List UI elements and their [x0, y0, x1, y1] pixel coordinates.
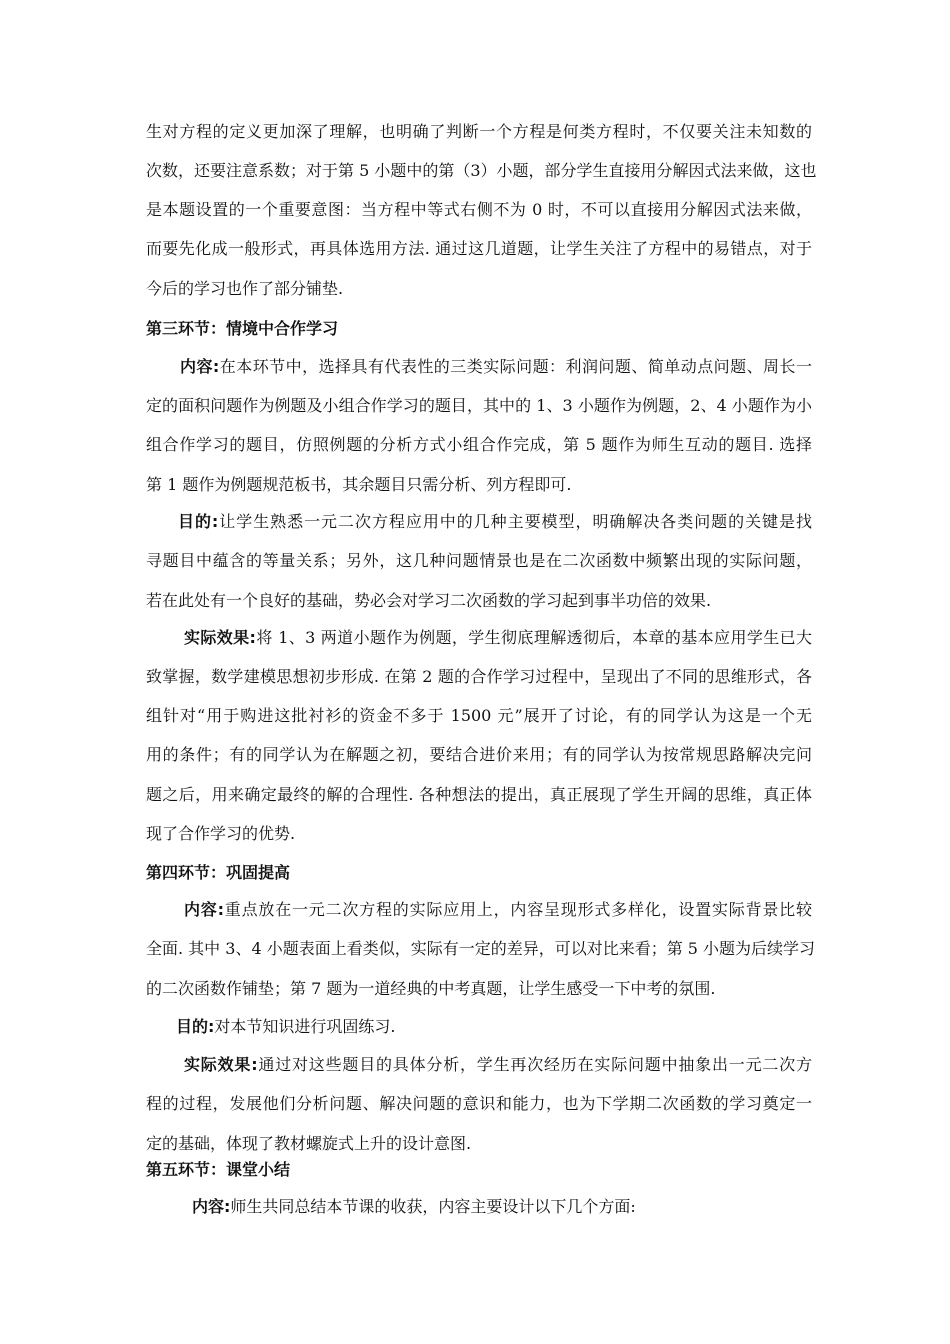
paragraph-line: 内容:重点放在一元二次方程的实际应用上，内容呈现形式多样化，设置实际背景比较 [184, 900, 812, 919]
paragraph-line: 实际效果:通过对这些题目的具体分析，学生再次经历在实际问题中抽象出一元二次方 [184, 1055, 812, 1074]
paragraph-line: 是本题设置的一个重要意图：当方程中等式右侧不为 0 时，不可以直接用分解因式法来做， [146, 200, 812, 219]
effect-label: 实际效果: [184, 1055, 258, 1074]
paragraph-line: 而要先化成一般形式，再具体选用方法. 通过这几道题，让学生关注了方程中的易错点，对于 [146, 239, 812, 258]
paragraph-line: 若在此处有一个良好的基础，势必会对学习二次函数的学习起到事半功倍的效果. [146, 591, 712, 610]
paragraph-line: 目的:让学生熟悉一元二次方程应用中的几种主要模型，明确解决各类问题的关键是找 [178, 512, 812, 531]
effect-label: 实际效果: [184, 628, 256, 647]
paragraph-line: 内容:师生共同总结本节课的收获，内容主要设计以下几个方面: [192, 1197, 636, 1216]
goal-label: 目的: [178, 512, 219, 531]
section-heading: 第三环节：情境中合作学习 [146, 319, 339, 338]
section-heading: 第四环节：巩固提高 [146, 863, 291, 882]
paragraph-line: 第 1 题作为例题规范板书，其余题目只需分析、列方程即可. [146, 475, 572, 494]
paragraph-line: 组合作学习的题目，仿照例题的分析方式小组合作完成，第 5 题作为师生互动的题目. 选择 [146, 435, 812, 454]
paragraph-line: 生对方程的定义更加深了理解，也明确了判断一个方程是何类方程时，不仅要关注未知数的 [146, 122, 812, 141]
paragraph-line: 目的:对本节知识进行巩固练习. [176, 1017, 396, 1036]
paragraph-line: 致掌握，数学建模思想初步形成. 在第 2 题的合作学习过程中，呈现出了不同的思维形式，各 [146, 667, 812, 686]
paragraph-line: 定的基础，体现了教材螺旋式上升的设计意图. [146, 1134, 472, 1153]
paragraph-line: 内容:在本环节中，选择具有代表性的三类实际问题：利润问题、简单动点问题、周长一 [180, 357, 812, 376]
content-label: 内容: [180, 357, 220, 376]
content-label: 内容: [184, 900, 224, 919]
section-heading: 第五环节：课堂小结 [146, 1160, 291, 1179]
paragraph-line: 寻题目中蕴含的等量关系；另外，这几种问题情景也是在二次函数中频繁出现的实际问题， [146, 551, 812, 570]
paragraph-line: 实际效果:将 1、3 两道小题作为例题，学生彻底理解透彻后，本章的基本应用学生已大 [184, 628, 812, 647]
paragraph-line: 定的面积问题作为例题及小组合作学习的题目，其中的 1、3 小题作为例题，2、4 小题作为小 [146, 396, 812, 415]
paragraph-line: 组针对“用于购进这批衬衫的资金不多于 1500 元”展开了讨论，有的同学认为这是一个无 [146, 706, 812, 725]
content-label: 内容: [192, 1197, 231, 1216]
paragraph-line: 全面. 其中 3、4 小题表面上看类似，实际有一定的差异，可以对比来看；第 5 小题为后续学习 [146, 939, 816, 958]
paragraph-line: 的二次函数作铺垫；第 7 题为一道经典的中考真题，让学生感受一下中考的氛围. [146, 979, 716, 998]
goal-label: 目的: [176, 1017, 215, 1036]
paragraph-line: 题之后，用来确定最终的解的合理性. 各种想法的提出，真正展现了学生开阔的思维，真正体 [146, 785, 812, 804]
paragraph-line: 用的条件；有的同学认为在解题之初，要结合进价来用；有的同学认为按常规思路解决完问 [146, 745, 812, 764]
paragraph-line: 今后的学习也作了部分铺垫. [146, 279, 344, 298]
paragraph-line: 程的过程，发展他们分析问题、解决问题的意识和能力，也为下学期二次函数的学习奠定一 [146, 1094, 812, 1113]
paragraph-line: 现了合作学习的优势. [146, 824, 296, 843]
paragraph-line: 次数，还要注意系数；对于第 5 小题中的第（3）小题，部分学生直接用分解因式法来做，这也 [146, 161, 817, 180]
